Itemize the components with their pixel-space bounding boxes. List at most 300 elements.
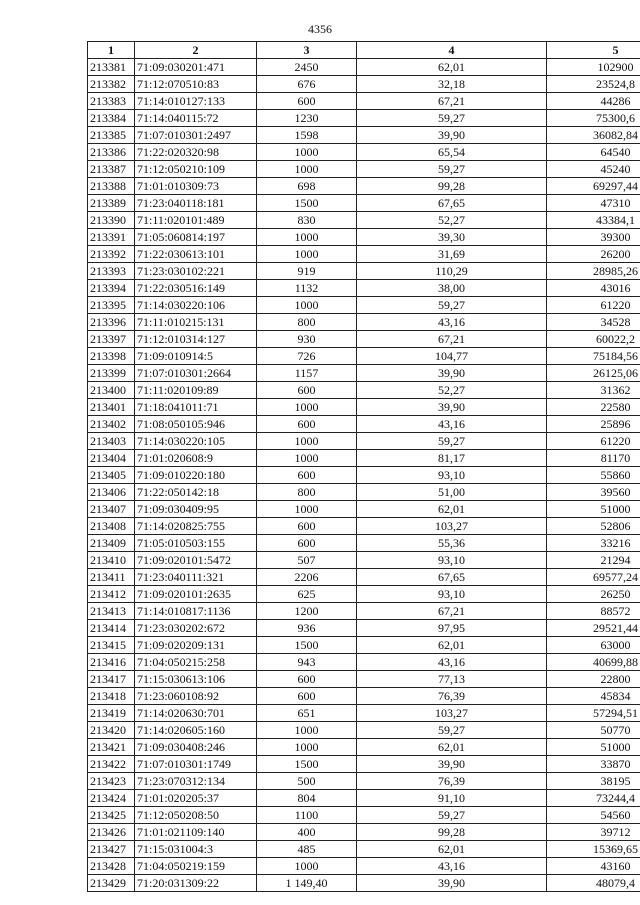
area-cell: 676 xyxy=(257,76,357,93)
row-id-cell: 213397 xyxy=(88,331,135,348)
table-row xyxy=(88,637,640,654)
area-cell: 1000 xyxy=(257,450,357,467)
row-id-cell: 213400 xyxy=(88,382,135,399)
row-id-cell: 213386 xyxy=(88,144,135,161)
row-id-cell: 213425 xyxy=(88,807,135,824)
value-cell: 26250 xyxy=(547,586,640,603)
cadastral-code-cell: 71:11:010215:131 xyxy=(135,314,257,331)
table-row xyxy=(88,756,640,773)
row-id-cell: 213424 xyxy=(88,790,135,807)
table-row xyxy=(88,569,640,586)
column-header-5: 5 xyxy=(547,42,640,59)
area-cell: 930 xyxy=(257,331,357,348)
table-row xyxy=(88,263,640,280)
rate-cell: 62,01 xyxy=(357,637,547,654)
rate-cell: 38,00 xyxy=(357,280,547,297)
area-cell: 943 xyxy=(257,654,357,671)
table-row xyxy=(88,382,640,399)
cadastral-code-cell: 71:11:020101:489 xyxy=(135,212,257,229)
area-cell: 1500 xyxy=(257,195,357,212)
table-row xyxy=(88,246,640,263)
area-cell: 2206 xyxy=(257,569,357,586)
cadastral-code-cell: 71:14:010817:1136 xyxy=(135,603,257,620)
value-cell: 25896 xyxy=(547,416,640,433)
row-id-cell: 213387 xyxy=(88,161,135,178)
cadastral-code-cell: 71:09:030409:95 xyxy=(135,501,257,518)
area-cell: 800 xyxy=(257,314,357,331)
table-row xyxy=(88,620,640,637)
table-row xyxy=(88,671,640,688)
value-cell: 64540 xyxy=(547,144,640,161)
table-row xyxy=(88,875,640,892)
row-id-cell: 213388 xyxy=(88,178,135,195)
rate-cell: 76,39 xyxy=(357,688,547,705)
area-cell: 1500 xyxy=(257,637,357,654)
cadastral-code-cell: 71:14:040115:72 xyxy=(135,110,257,127)
area-cell: 1157 xyxy=(257,365,357,382)
rate-cell: 39,90 xyxy=(357,127,547,144)
row-id-cell: 213405 xyxy=(88,467,135,484)
row-id-cell: 213385 xyxy=(88,127,135,144)
rate-cell: 67,21 xyxy=(357,93,547,110)
value-cell: 21294 xyxy=(547,552,640,569)
table-row xyxy=(88,365,640,382)
rate-cell: 62,01 xyxy=(357,841,547,858)
row-id-cell: 213426 xyxy=(88,824,135,841)
cadastral-code-cell: 71:09:030201:471 xyxy=(135,59,257,76)
value-cell: 36082,84 xyxy=(547,127,640,144)
area-cell: 1000 xyxy=(257,229,357,246)
value-cell: 60022,2 xyxy=(547,331,640,348)
value-cell: 75184,56 xyxy=(547,348,640,365)
cadastral-code-cell: 71:12:050208:50 xyxy=(135,807,257,824)
table-row xyxy=(88,807,640,824)
table-row xyxy=(88,280,640,297)
cadastral-code-cell: 71:09:020101:5472 xyxy=(135,552,257,569)
rate-cell: 43,16 xyxy=(357,858,547,875)
cadastral-code-cell: 71:15:031004:3 xyxy=(135,841,257,858)
row-id-cell: 213423 xyxy=(88,773,135,790)
value-cell: 43384,1 xyxy=(547,212,640,229)
row-id-cell: 213384 xyxy=(88,110,135,127)
row-id-cell: 213389 xyxy=(88,195,135,212)
area-cell: 1200 xyxy=(257,603,357,620)
area-cell: 2450 xyxy=(257,59,357,76)
row-id-cell: 213409 xyxy=(88,535,135,552)
area-cell: 1000 xyxy=(257,161,357,178)
row-id-cell: 213401 xyxy=(88,399,135,416)
cadastral-code-cell: 71:05:060814:197 xyxy=(135,229,257,246)
table-row xyxy=(88,603,640,620)
rate-cell: 76,39 xyxy=(357,773,547,790)
rate-cell: 93,10 xyxy=(357,467,547,484)
table-row xyxy=(88,773,640,790)
area-cell: 1000 xyxy=(257,501,357,518)
row-id-cell: 213412 xyxy=(88,586,135,603)
row-id-cell: 213428 xyxy=(88,858,135,875)
value-cell: 44286 xyxy=(547,93,640,110)
area-cell: 1500 xyxy=(257,756,357,773)
area-cell: 1000 xyxy=(257,144,357,161)
value-cell: 61220 xyxy=(547,297,640,314)
value-cell: 50770 xyxy=(547,722,640,739)
value-cell: 47310 xyxy=(547,195,640,212)
rate-cell: 77,13 xyxy=(357,671,547,688)
rate-cell: 39,90 xyxy=(357,365,547,382)
table-row xyxy=(88,535,640,552)
rate-cell: 39,30 xyxy=(357,229,547,246)
area-cell: 1000 xyxy=(257,246,357,263)
area-cell: 830 xyxy=(257,212,357,229)
table-row xyxy=(88,518,640,535)
rate-cell: 103,27 xyxy=(357,518,547,535)
rate-cell: 97,95 xyxy=(357,620,547,637)
table-row xyxy=(88,331,640,348)
table-row xyxy=(88,824,640,841)
rate-cell: 43,16 xyxy=(357,416,547,433)
rate-cell: 81,17 xyxy=(357,450,547,467)
area-cell: 600 xyxy=(257,671,357,688)
value-cell: 69577,24 xyxy=(547,569,640,586)
value-cell: 51000 xyxy=(547,739,640,756)
row-id-cell: 213421 xyxy=(88,739,135,756)
area-cell: 600 xyxy=(257,93,357,110)
cadastral-code-cell: 71:22:030516:149 xyxy=(135,280,257,297)
rate-cell: 67,65 xyxy=(357,569,547,586)
cadastral-code-cell: 71:14:030220:105 xyxy=(135,433,257,450)
row-id-cell: 213411 xyxy=(88,569,135,586)
cadastral-code-cell: 71:12:070510:83 xyxy=(135,76,257,93)
cadastral-code-cell: 71:23:060108:92 xyxy=(135,688,257,705)
rate-cell: 55,36 xyxy=(357,535,547,552)
cadastral-code-cell: 71:23:040118:181 xyxy=(135,195,257,212)
table-row xyxy=(88,484,640,501)
cadastral-code-cell: 71:14:030220:106 xyxy=(135,297,257,314)
cadastral-code-cell: 71:09:020101:2635 xyxy=(135,586,257,603)
row-id-cell: 213381 xyxy=(88,59,135,76)
area-cell: 1000 xyxy=(257,739,357,756)
value-cell: 102900 xyxy=(547,59,640,76)
value-cell: 22800 xyxy=(547,671,640,688)
area-cell: 936 xyxy=(257,620,357,637)
rate-cell: 39,90 xyxy=(357,756,547,773)
table-row xyxy=(88,93,640,110)
row-id-cell: 213390 xyxy=(88,212,135,229)
rate-cell: 103,27 xyxy=(357,705,547,722)
row-id-cell: 213417 xyxy=(88,671,135,688)
table-row xyxy=(88,586,640,603)
value-cell: 45240 xyxy=(547,161,640,178)
value-cell: 22580 xyxy=(547,399,640,416)
value-cell: 61220 xyxy=(547,433,640,450)
value-cell: 57294,51 xyxy=(547,705,640,722)
column-header-2: 2 xyxy=(135,42,257,59)
rate-cell: 104,77 xyxy=(357,348,547,365)
rate-cell: 39,90 xyxy=(357,399,547,416)
value-cell: 34528 xyxy=(547,314,640,331)
column-header-3: 3 xyxy=(257,42,357,59)
area-cell: 1598 xyxy=(257,127,357,144)
row-id-cell: 213396 xyxy=(88,314,135,331)
cadastral-code-cell: 71:09:020209:131 xyxy=(135,637,257,654)
rate-cell: 59,27 xyxy=(357,722,547,739)
table-row xyxy=(88,127,640,144)
cadastral-code-cell: 71:23:040111:321 xyxy=(135,569,257,586)
row-id-cell: 213415 xyxy=(88,637,135,654)
area-cell: 1100 xyxy=(257,807,357,824)
area-cell: 600 xyxy=(257,416,357,433)
rate-cell: 59,27 xyxy=(357,297,547,314)
row-id-cell: 213403 xyxy=(88,433,135,450)
rate-cell: 43,16 xyxy=(357,654,547,671)
value-cell: 39300 xyxy=(547,229,640,246)
area-cell: 1000 xyxy=(257,433,357,450)
row-id-cell: 213383 xyxy=(88,93,135,110)
value-cell: 40699,88 xyxy=(547,654,640,671)
value-cell: 48079,4 xyxy=(547,875,640,892)
value-cell: 88572 xyxy=(547,603,640,620)
rate-cell: 59,27 xyxy=(357,110,547,127)
value-cell: 39560 xyxy=(547,484,640,501)
row-id-cell: 213414 xyxy=(88,620,135,637)
rate-cell: 65,54 xyxy=(357,144,547,161)
table-row xyxy=(88,229,640,246)
cadastral-code-cell: 71:23:030102:221 xyxy=(135,263,257,280)
table-row xyxy=(88,161,640,178)
cadastral-code-cell: 71:04:050215:258 xyxy=(135,654,257,671)
area-cell: 500 xyxy=(257,773,357,790)
rate-cell: 51,00 xyxy=(357,484,547,501)
area-cell: 1000 xyxy=(257,399,357,416)
table-row xyxy=(88,399,640,416)
row-id-cell: 213404 xyxy=(88,450,135,467)
table-row xyxy=(88,178,640,195)
area-cell: 804 xyxy=(257,790,357,807)
row-id-cell: 213420 xyxy=(88,722,135,739)
value-cell: 33216 xyxy=(547,535,640,552)
value-cell: 51000 xyxy=(547,501,640,518)
cadastral-code-cell: 71:18:041011:71 xyxy=(135,399,257,416)
value-cell: 52806 xyxy=(547,518,640,535)
table-row xyxy=(88,195,640,212)
area-cell: 800 xyxy=(257,484,357,501)
table-row xyxy=(88,348,640,365)
area-cell: 600 xyxy=(257,467,357,484)
table-row xyxy=(88,314,640,331)
table-row xyxy=(88,790,640,807)
rate-cell: 93,10 xyxy=(357,552,547,569)
table-row xyxy=(88,688,640,705)
rate-cell: 52,27 xyxy=(357,382,547,399)
value-cell: 38195 xyxy=(547,773,640,790)
row-id-cell: 213393 xyxy=(88,263,135,280)
rate-cell: 31,69 xyxy=(357,246,547,263)
area-cell: 625 xyxy=(257,586,357,603)
rate-cell: 99,28 xyxy=(357,178,547,195)
value-cell: 55860 xyxy=(547,467,640,484)
cadastral-code-cell: 71:12:010314:127 xyxy=(135,331,257,348)
row-id-cell: 213419 xyxy=(88,705,135,722)
table-row xyxy=(88,552,640,569)
cadastral-code-cell: 71:22:050142:18 xyxy=(135,484,257,501)
value-cell: 63000 xyxy=(547,637,640,654)
cadastral-code-cell: 71:01:020205:37 xyxy=(135,790,257,807)
table-row xyxy=(88,467,640,484)
value-cell: 81170 xyxy=(547,450,640,467)
row-id-cell: 213408 xyxy=(88,518,135,535)
rate-cell: 59,27 xyxy=(357,433,547,450)
table-row xyxy=(88,144,640,161)
area-cell: 919 xyxy=(257,263,357,280)
row-id-cell: 213391 xyxy=(88,229,135,246)
column-header-4: 4 xyxy=(357,42,547,59)
area-cell: 1000 xyxy=(257,722,357,739)
cadastral-code-cell: 71:04:050219:159 xyxy=(135,858,257,875)
cadastral-code-cell: 71:01:020608:9 xyxy=(135,450,257,467)
table-row xyxy=(88,297,640,314)
area-cell: 600 xyxy=(257,688,357,705)
cadastral-code-cell: 71:23:070312:134 xyxy=(135,773,257,790)
cadastral-code-cell: 71:12:050210:109 xyxy=(135,161,257,178)
rate-cell: 110,29 xyxy=(357,263,547,280)
rate-cell: 67,65 xyxy=(357,195,547,212)
value-cell: 73244,4 xyxy=(547,790,640,807)
rate-cell: 62,01 xyxy=(357,59,547,76)
rate-cell: 67,21 xyxy=(357,603,547,620)
row-id-cell: 213406 xyxy=(88,484,135,501)
row-id-cell: 213392 xyxy=(88,246,135,263)
cadastral-code-cell: 71:22:030613:101 xyxy=(135,246,257,263)
area-cell: 600 xyxy=(257,518,357,535)
table-row xyxy=(88,416,640,433)
row-id-cell: 213410 xyxy=(88,552,135,569)
header-row xyxy=(88,42,640,59)
area-cell: 400 xyxy=(257,824,357,841)
cadastral-code-cell: 71:23:030202:672 xyxy=(135,620,257,637)
row-id-cell: 213402 xyxy=(88,416,135,433)
table-row xyxy=(88,705,640,722)
rate-cell: 43,16 xyxy=(357,314,547,331)
row-id-cell: 213429 xyxy=(88,875,135,892)
cadastral-code-cell: 71:01:010309:73 xyxy=(135,178,257,195)
rate-cell: 67,21 xyxy=(357,331,547,348)
area-cell: 1000 xyxy=(257,297,357,314)
value-cell: 31362 xyxy=(547,382,640,399)
cadastral-code-cell: 71:01:021109:140 xyxy=(135,824,257,841)
area-cell: 726 xyxy=(257,348,357,365)
area-cell: 1 149,40 xyxy=(257,875,357,892)
row-id-cell: 213398 xyxy=(88,348,135,365)
cadastral-code-cell: 71:15:030613:106 xyxy=(135,671,257,688)
data-table xyxy=(87,41,640,892)
table-row xyxy=(88,433,640,450)
cadastral-code-cell: 71:08:050105:946 xyxy=(135,416,257,433)
table-row xyxy=(88,739,640,756)
row-id-cell: 213382 xyxy=(88,76,135,93)
rate-cell: 99,28 xyxy=(357,824,547,841)
row-id-cell: 213407 xyxy=(88,501,135,518)
value-cell: 39712 xyxy=(547,824,640,841)
table-row xyxy=(88,654,640,671)
table-body xyxy=(88,59,640,892)
value-cell: 43016 xyxy=(547,280,640,297)
rate-cell: 59,27 xyxy=(357,807,547,824)
area-cell: 1000 xyxy=(257,858,357,875)
cadastral-code-cell: 71:05:010503:155 xyxy=(135,535,257,552)
cadastral-code-cell: 71:14:020605:160 xyxy=(135,722,257,739)
table-row xyxy=(88,722,640,739)
rate-cell: 59,27 xyxy=(357,161,547,178)
rate-cell: 62,01 xyxy=(357,739,547,756)
cadastral-code-cell: 71:09:030408:246 xyxy=(135,739,257,756)
cadastral-code-cell: 71:09:010914:5 xyxy=(135,348,257,365)
value-cell: 69297,44 xyxy=(547,178,640,195)
cadastral-code-cell: 71:07:010301:2497 xyxy=(135,127,257,144)
cadastral-code-cell: 71:22:020320:98 xyxy=(135,144,257,161)
table-row xyxy=(88,858,640,875)
value-cell: 45834 xyxy=(547,688,640,705)
column-header-1: 1 xyxy=(88,42,135,59)
value-cell: 33870 xyxy=(547,756,640,773)
value-cell: 23524,8 xyxy=(547,76,640,93)
row-id-cell: 213416 xyxy=(88,654,135,671)
page-number: 4356 xyxy=(308,22,332,36)
value-cell: 28985,26 xyxy=(547,263,640,280)
area-cell: 1132 xyxy=(257,280,357,297)
table-row xyxy=(88,841,640,858)
table-row xyxy=(88,110,640,127)
rate-cell: 93,10 xyxy=(357,586,547,603)
area-cell: 1230 xyxy=(257,110,357,127)
rate-cell: 32,18 xyxy=(357,76,547,93)
table-row xyxy=(88,501,640,518)
area-cell: 507 xyxy=(257,552,357,569)
cadastral-code-cell: 71:07:010301:2664 xyxy=(135,365,257,382)
row-id-cell: 213418 xyxy=(88,688,135,705)
table-row xyxy=(88,450,640,467)
row-id-cell: 213394 xyxy=(88,280,135,297)
value-cell: 54560 xyxy=(547,807,640,824)
area-cell: 485 xyxy=(257,841,357,858)
cadastral-code-cell: 71:20:031309:22 xyxy=(135,875,257,892)
value-cell: 29521,44 xyxy=(547,620,640,637)
row-id-cell: 213413 xyxy=(88,603,135,620)
value-cell: 26200 xyxy=(547,246,640,263)
area-cell: 600 xyxy=(257,535,357,552)
table-row xyxy=(88,59,640,76)
table-row xyxy=(88,76,640,93)
rate-cell: 91,10 xyxy=(357,790,547,807)
row-id-cell: 213395 xyxy=(88,297,135,314)
cadastral-code-cell: 71:14:020825:755 xyxy=(135,518,257,535)
area-cell: 651 xyxy=(257,705,357,722)
value-cell: 75300,6 xyxy=(547,110,640,127)
value-cell: 15369,65 xyxy=(547,841,640,858)
area-cell: 600 xyxy=(257,382,357,399)
row-id-cell: 213422 xyxy=(88,756,135,773)
rate-cell: 39,90 xyxy=(357,875,547,892)
row-id-cell: 213427 xyxy=(88,841,135,858)
value-cell: 43160 xyxy=(547,858,640,875)
table-row xyxy=(88,212,640,229)
cadastral-code-cell: 71:14:010127:133 xyxy=(135,93,257,110)
cadastral-code-cell: 71:14:020630:701 xyxy=(135,705,257,722)
value-cell: 26125,06 xyxy=(547,365,640,382)
cadastral-code-cell: 71:09:010220:180 xyxy=(135,467,257,484)
cadastral-code-cell: 71:07:010301:1749 xyxy=(135,756,257,773)
row-id-cell: 213399 xyxy=(88,365,135,382)
area-cell: 698 xyxy=(257,178,357,195)
